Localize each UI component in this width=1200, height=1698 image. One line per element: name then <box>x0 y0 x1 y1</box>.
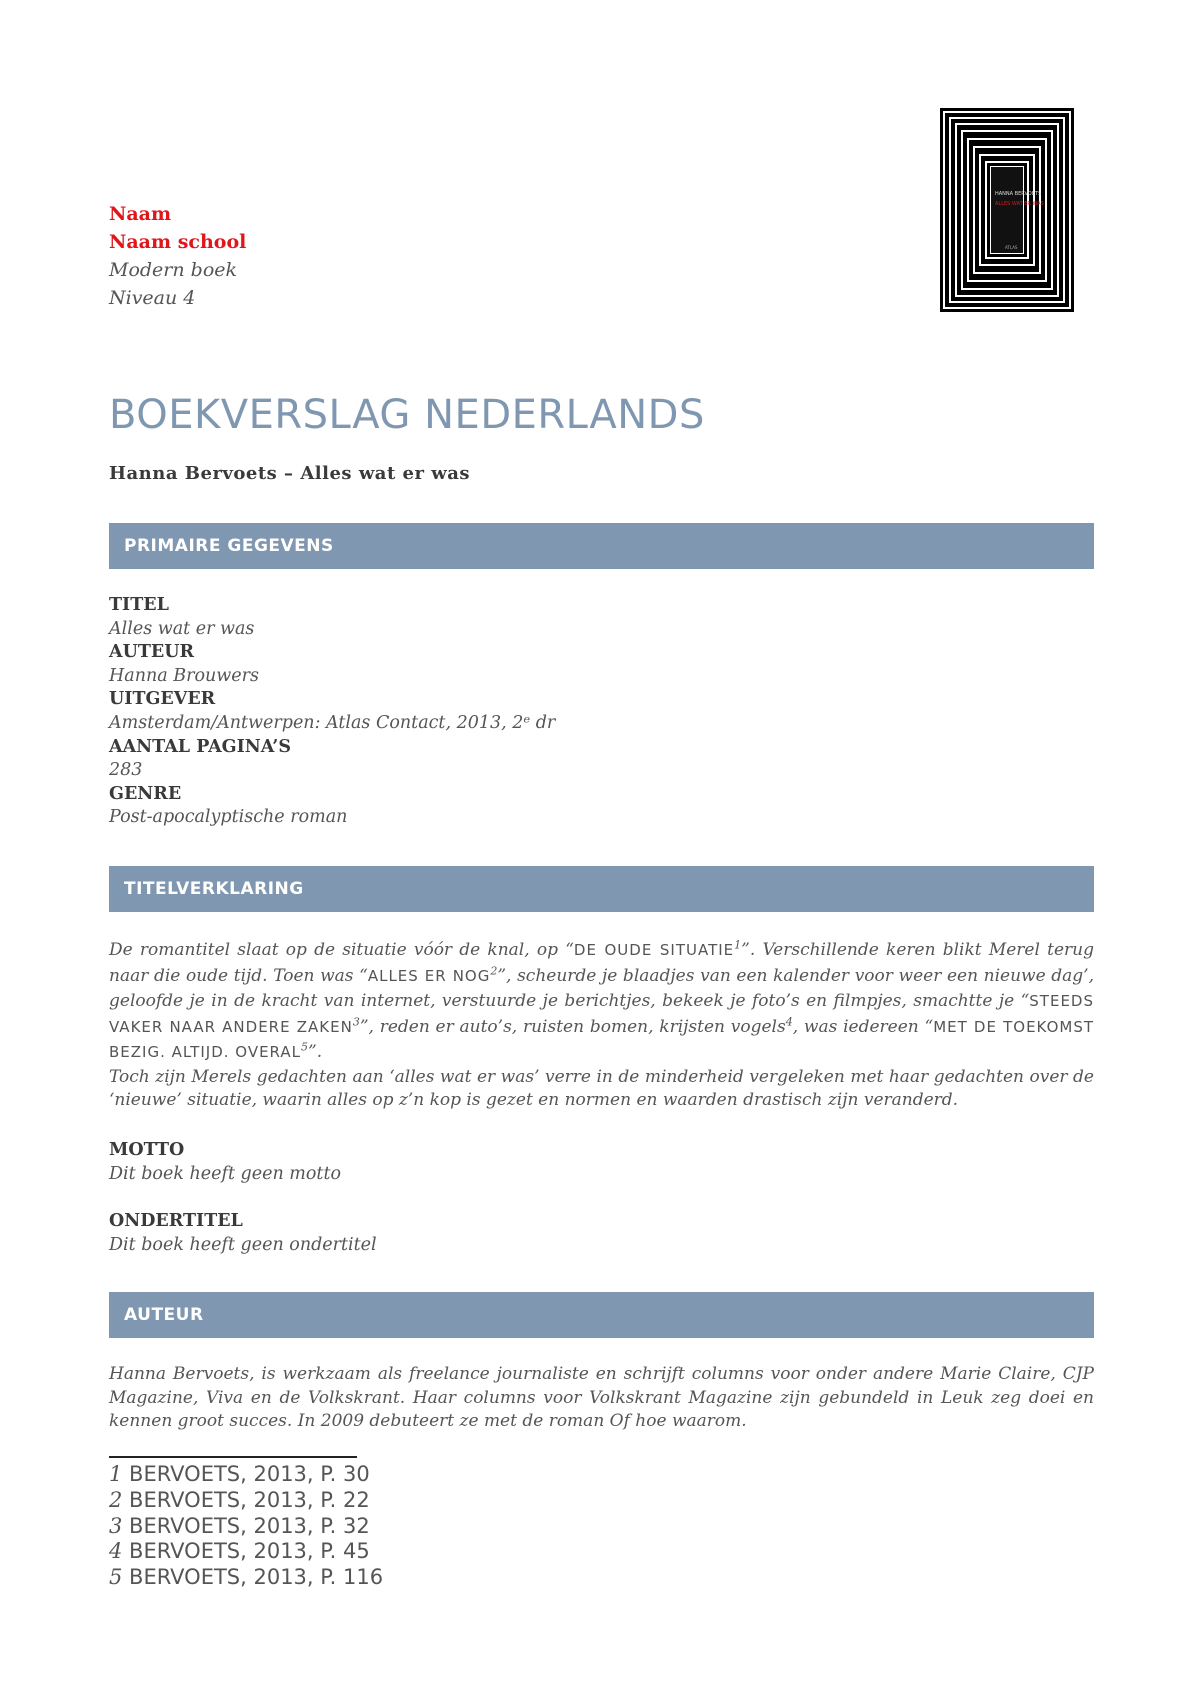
cover-author: HANNA BERVOETS <box>995 191 1042 197</box>
book-type: Modern boek <box>109 259 238 281</box>
field-value-publisher: Amsterdam/Antwerpen: Atlas Contact, 2013, 2ᵉ dr <box>109 712 556 733</box>
field-value-genre: Post-apocalyptische roman <box>109 807 348 828</box>
footnote-item: 1 BERVOETS, 2013, P. 30 <box>109 1462 370 1486</box>
section-title: AUTEUR <box>124 1305 204 1325</box>
book-cover-image <box>940 108 1074 312</box>
header-block <box>109 200 246 312</box>
titelverklaring-paragraph: De romantitel slaat op de situatie vóór de knal, op “DE OUDE SITUATIE$^1$”. Verschillende keren blikt Merel terug naar die oude tijd. Toen was “ALLES ER NOG$^2$”, scheurde je blaadjes van een kalender voor weer een nieuwe dag’, geloofde je in de kracht van internet, verstuurde je berichtjes, bekeek je foto’s en filmpjes, smachtte je “STEEDS VAKER NAAR ANDERE ZAKEN$^3$”, reden er auto’s, ruisten bomen, krijsten vogels$^4$, was iedereen “MET DE TOEKOMST BEZIG. ALTIJD. OVERAL$^5$”. Toch zijn Merels gedachten aan ‘alles wat er was’ verre in de minderheid vergeleken met haar gedachten over de ‘nieuwe’ situatie, waarin alles op z’n kop is gezet en normen en waarden drastisch zijn veranderd. <box>109 938 1094 1113</box>
motto-value: Dit boek heeft geen motto <box>109 1164 342 1184</box>
footnotes <box>109 1462 383 1591</box>
footnote-ref: 5 <box>301 1040 308 1054</box>
footnote-separator <box>109 1456 357 1458</box>
field-label-pages: AANTAL PAGINA’S <box>109 736 292 757</box>
section-header-primary <box>109 523 1094 569</box>
field-label-title: TITEL <box>109 595 169 615</box>
cover-publisher: ATLAS <box>1005 245 1018 250</box>
ondertitel-label: ONDERTITEL <box>109 1211 243 1231</box>
quote: MET DE TOEKOMST BEZIG. ALTIJD. OVERAL <box>109 1017 1095 1061</box>
titelverklaring-paragraph-2: Toch zijn Merels gedachten aan ‘alles wat er was’ verre in de minderheid vergeleken met haar gedachten over de ‘nieuwe’ situatie, waarin alles op z’n kop is gezet en normen en waarden drastisch zijn veranderd. <box>109 1066 1094 1110</box>
section-title: TITELVERKLARING <box>124 879 304 899</box>
field-label-genre: GENRE <box>109 783 182 804</box>
student-name: Naam <box>109 203 172 225</box>
field-value-author: Hanna Brouwers <box>109 665 259 686</box>
quote: STEEDS VAKER NAAR ANDERE ZAKEN <box>109 992 1094 1036</box>
field-value-title: Alles wat er was <box>109 618 255 639</box>
footnote-item: 2 BERVOETS, 2013, P. 22 <box>109 1487 370 1512</box>
school-name: Naam school <box>109 231 247 253</box>
footnote-ref: 3 <box>352 1014 360 1028</box>
cover-title: ALLES WAT ER WAS <box>995 201 1044 207</box>
quote: ALLES ER NOG <box>367 966 491 985</box>
footnote-item: 4 BERVOETS, 2013, P. 45 <box>109 1539 370 1564</box>
field-label-publisher: UITGEVER <box>109 689 216 710</box>
ondertitel-value: Dit boek heeft geen ondertitel <box>109 1235 377 1255</box>
quote: DE OUDE SITUATIE <box>573 941 735 959</box>
auteur-paragraph: Hanna Bervoets, is werkzaam als freelance journaliste en schrijft columns voor onder andere Marie Claire, CJP Magazine, Viva en de Volkskrant. Haar columns voor Volkskrant Magazine zijn gebundeld in Leuk zeg doei en kennen groot succes. In 2009 debuteert ze met de roman Of hoe waarom. <box>109 1364 1094 1431</box>
ondertitel-block <box>109 1209 377 1257</box>
motto-block <box>109 1138 341 1186</box>
section-title: PRIMAIRE GEGEVENS <box>124 536 334 556</box>
motto-label: MOTTO <box>109 1140 185 1160</box>
level: Niveau 4 <box>109 287 196 309</box>
footnote-ref: 4 <box>785 1014 793 1028</box>
section-header-titelverklaring <box>109 866 1094 912</box>
section-header-auteur <box>109 1292 1094 1338</box>
field-value-pages: 283 <box>109 760 143 781</box>
report-subtitle: Hanna Bervoets – Alles wat er was <box>109 463 471 484</box>
page-title: BOEKVERSLAG NEDERLANDS <box>109 392 705 438</box>
footnote-ref: 1 <box>734 938 742 952</box>
footnote-item: 5 BERVOETS, 2013, P. 116 <box>109 1565 384 1590</box>
footnote-ref: 2 <box>490 963 498 977</box>
field-label-author: AUTEUR <box>109 642 195 663</box>
primary-fields <box>109 594 555 830</box>
footnote-item: 3 BERVOETS, 2013, P. 32 <box>109 1513 370 1538</box>
